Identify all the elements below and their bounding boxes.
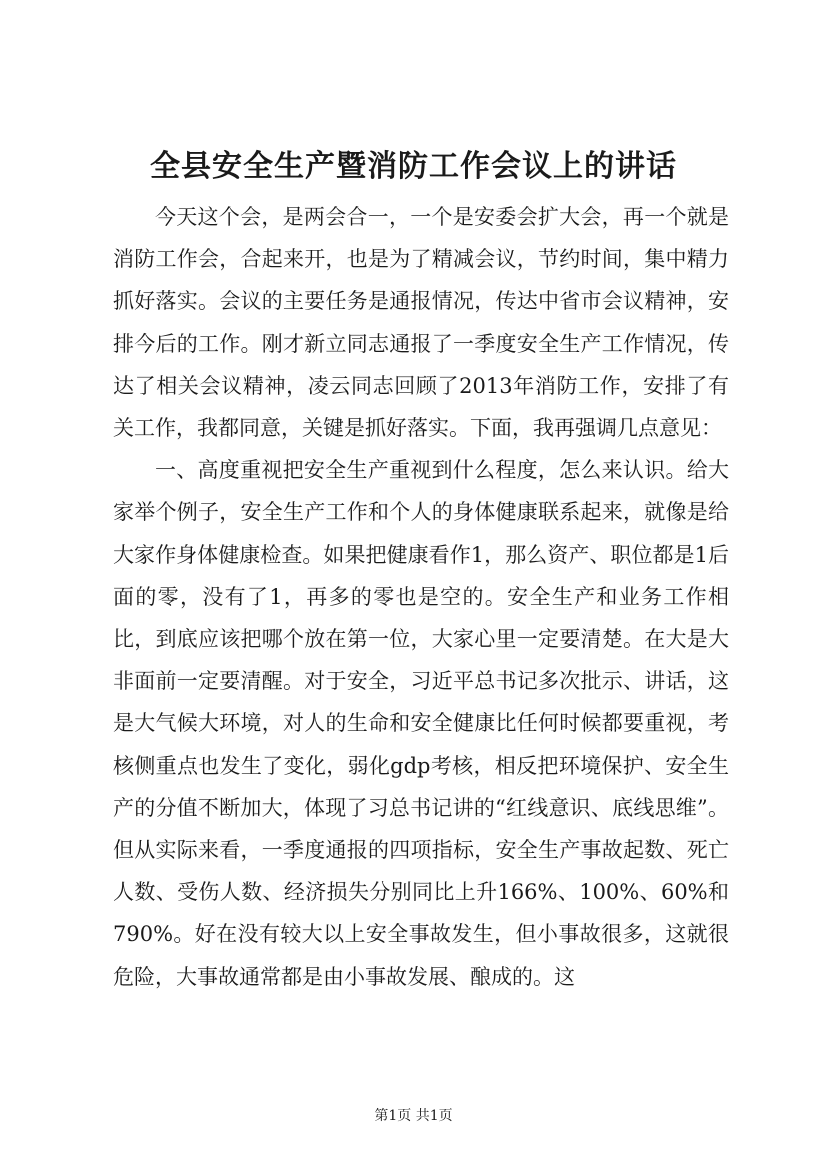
paragraph-section-one: 一、高度重视把安全生产重视到什么程度，怎么来认识。给大家举个例子，安全生产工作和个人的身体健康联系起来，就像是给大家作身体健康检查。如果把健康看作1，那么资产、职位都是1后面的零，没有了1，再多的零也是空的。安全生产和业务工作相比，到底应该把哪个放在第一位，大家心里一定要清楚。在大是大非面前一定要清醒。对于安全，习近平总书记多次批示、讲话，这是大气候大环境，对人的生命和安全健康比任何时候都要重视，考核侧重点也发生了变化，弱化gdp考核，相反把环境保护、安全生产的分值不断加大，体现了习总书记讲的“红线意识、底线思维”。但从实际来看，一季度通报的四项指标，安全生产事故起数、死亡人数、受伤人数、经济损失分别同比上升166%、100%、60%和790%。好在没有较大以上安全事故发生，但小事故很多，这就很危险，大事故通常都是由小事故发展、酿成的。这 (113, 458, 729, 989)
page-title: 全县安全生产暨消防工作会议上的讲话 (150, 149, 677, 184)
page-number-footer: 第1页 共1页 (374, 1108, 453, 1124)
document-body (113, 196, 729, 998)
paragraph-intro: 今天这个会，是两会合一，一个是安委会扩大会，再一个就是消防工作会，合起来开，也是为了精减会议，节约时间，集中精力抓好落实。会议的主要任务是通报情况，传达中省市会议精神，安排今后的工作。刚才新立同志通报了一季度安全生产工作情况，传达了相关会议精神，凌云同志回顾了2013年消防工作，安排了有关工作，我都同意，关键是抓好落实。下面，我再强调几点意见： (113, 205, 729, 441)
